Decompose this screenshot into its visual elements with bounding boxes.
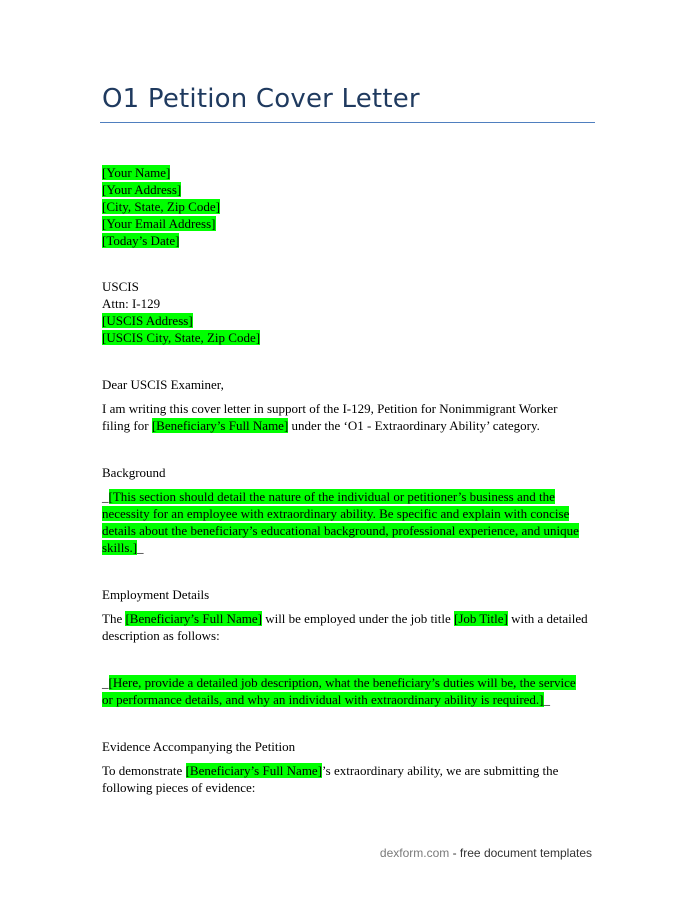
intro-line-2: filing for [Beneficiary’s Full Name] under the ‘O1 - Extraordinary Ability’ category. [102,418,540,433]
sender-city: [City, State, Zip Code] [102,199,220,214]
employment-line-1: The [Beneficiary’s Full Name] will be employed under the job title [Job Title] with a detailed [102,611,588,626]
footer-tagline: - free document templates [449,846,592,860]
employment-paragraph [102,610,597,644]
job-description-paragraph: _[Here, provide a detailed job description, what the beneficiary’s duties will be, the service or performance details, and why an individual with extraordinary ability is required.]_ [102,675,576,707]
background-line-2: necessity for an employee with extraordinary ability. Be specific and explain with concise [102,506,570,521]
employment-heading [102,586,597,603]
evidence-heading-text: Evidence Accompanying the Petition [102,739,296,754]
recipient-block [102,278,597,346]
sender-block [102,164,597,249]
recipient-address: [USCIS Address] [102,313,193,328]
sender-address: [Your Address] [102,182,182,197]
background-line-3: details about the beneficiary’s educational background, professional experience, and unique [102,523,579,538]
background-paragraph: _[This section should detail the nature of the individual or petitioner’s business and the necessity for an employee with extraordinary ability. Be specific and explain with concise details about the beneficiary’s educational background, professional experience, and unique skills.]_ [102,489,579,555]
evidence-line-1: To demonstrate [Beneficiary’s Full Name]’s extraordinary ability, we are submitting the [102,763,559,778]
recipient-name: USCIS [102,279,139,294]
beneficiary-placeholder: [Beneficiary’s Full Name] [151,418,289,433]
background-line-1: [This section should detail the nature of the individual or petitioner’s business and the [108,489,555,504]
recipient-attn: Attn: I-129 [102,296,161,311]
evidence-line-2: following pieces of evidence: [102,780,256,795]
employment-line-2: description as follows: [102,628,220,643]
background-heading-text: Background [102,465,166,480]
evidence-heading [102,738,597,755]
beneficiary-placeholder: [Beneficiary’s Full Name] [185,763,323,778]
evidence-paragraph [102,762,597,796]
sender-email: [Your Email Address] [102,216,216,231]
footer-credit [380,846,592,860]
salutation-text: Dear USCIS Examiner, [102,377,224,392]
beneficiary-placeholder: [Beneficiary’s Full Name] [125,611,262,626]
background-line-4: skills.] [102,540,138,555]
job-description-line-2: or performance details, and why an individual with extraordinary ability is required.] [102,692,544,707]
title-underline [100,122,595,123]
salutation [102,376,597,393]
employment-heading-text: Employment Details [102,587,210,602]
sender-date: [Today’s Date] [102,233,180,248]
sender-name: [Your Name] [102,165,171,180]
recipient-city: [USCIS City, State, Zip Code] [102,330,261,345]
footer-brand-link[interactable]: dexform.com [379,846,450,860]
job-description-line-1: [Here, provide a detailed job description, what the beneficiary’s duties will be, the service [108,675,576,690]
intro-line-1: I am writing this cover letter in support of the I-129, Petition for Nonimmigrant Worker [102,401,558,416]
document-title: O1 Petition Cover Letter [102,84,420,114]
background-heading [102,464,597,481]
intro-paragraph [102,400,597,434]
job-title-placeholder: [Job Title] [454,611,508,626]
